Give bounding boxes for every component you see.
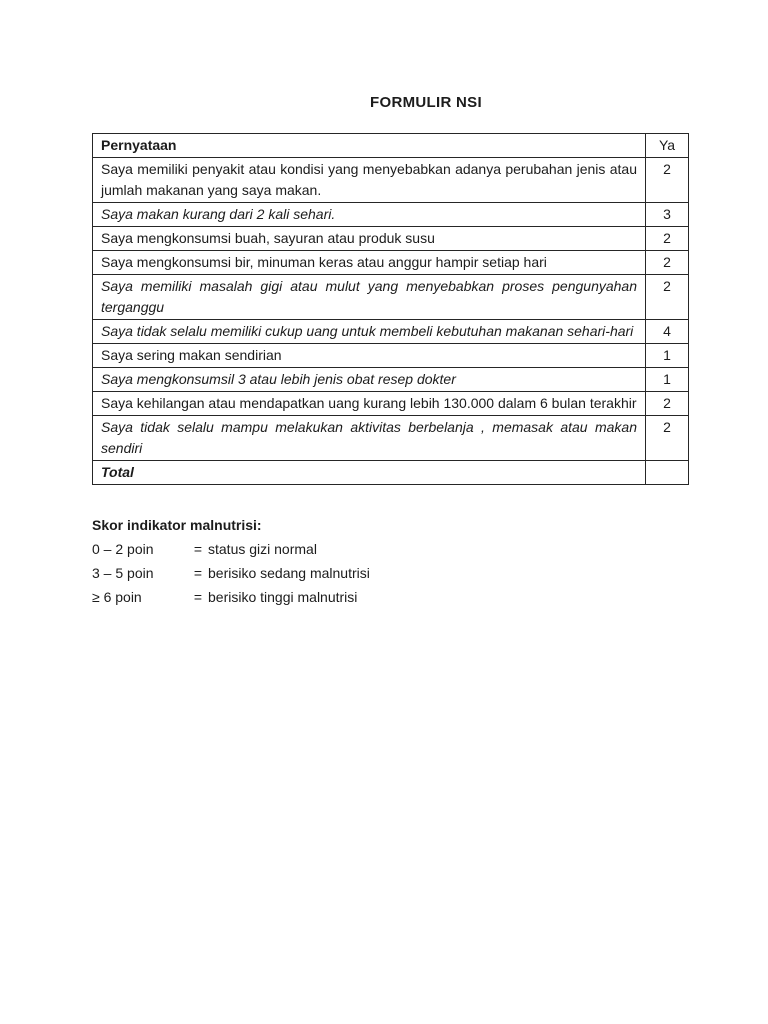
score-key-item — [92, 585, 768, 609]
score-key-heading: Skor indikator malnutrisi: — [92, 517, 262, 533]
score-cell: 2 — [646, 416, 689, 461]
score-key-section — [92, 513, 768, 609]
statement-cell: Saya memiliki penyakit atau kondisi yang menyebabkan adanya perubahan jenis atau jumlah makanan yang saya makan. — [93, 158, 646, 203]
score-cell: 2 — [646, 158, 689, 203]
score-meaning: status gizi normal — [208, 541, 317, 557]
equals-sign: = — [193, 589, 203, 605]
table-header-row — [93, 134, 689, 158]
score-range: 0 – 2 poin — [92, 541, 154, 557]
table-row — [93, 275, 689, 320]
statement-cell: Saya mengkonsumsi bir, minuman keras atau anggur hampir setiap hari — [93, 251, 646, 275]
equals-sign: = — [193, 565, 203, 581]
score-range: 3 – 5 poin — [92, 565, 154, 581]
statement-cell: Saya makan kurang dari 2 kali sehari. — [93, 203, 646, 227]
table-row — [93, 227, 689, 251]
nsi-form-table — [92, 133, 689, 485]
score-meaning: berisiko tinggi malnutrisi — [208, 589, 358, 605]
score-range: ≥ 6 poin — [92, 589, 142, 605]
table-row — [93, 251, 689, 275]
score-key-item — [92, 561, 768, 585]
column-header-statement: Pernyataan — [93, 134, 646, 158]
score-cell: 1 — [646, 344, 689, 368]
score-cell: 3 — [646, 203, 689, 227]
statement-cell: Saya sering makan sendirian — [93, 344, 646, 368]
table-total-row — [93, 461, 689, 485]
statement-cell: Saya tidak selalu memiliki cukup uang untuk membeli kebutuhan makanan sehari-hari — [93, 320, 646, 344]
score-cell: 2 — [646, 251, 689, 275]
score-meaning: berisiko sedang malnutrisi — [208, 565, 370, 581]
table-row — [93, 392, 689, 416]
table-row — [93, 368, 689, 392]
score-key-item — [92, 537, 768, 561]
table-row — [93, 203, 689, 227]
statement-cell: Saya memiliki masalah gigi atau mulut yang menyebabkan proses pengunyahan terganggu — [93, 275, 646, 320]
equals-sign: = — [193, 541, 203, 557]
page-title: FORMULIR NSI — [370, 94, 482, 111]
table-row — [93, 416, 689, 461]
statement-cell: Saya mengkonsumsil 3 atau lebih jenis obat resep dokter — [93, 368, 646, 392]
score-cell: 2 — [646, 392, 689, 416]
total-score-cell — [646, 461, 689, 485]
score-cell: 4 — [646, 320, 689, 344]
table-row — [93, 320, 689, 344]
score-cell: 2 — [646, 275, 689, 320]
score-cell: 1 — [646, 368, 689, 392]
score-cell: 2 — [646, 227, 689, 251]
total-label-cell: Total — [93, 461, 646, 485]
statement-cell: Saya mengkonsumsi buah, sayuran atau produk susu — [93, 227, 646, 251]
table-row — [93, 344, 689, 368]
column-header-ya: Ya — [646, 134, 689, 158]
table-row — [93, 158, 689, 203]
statement-cell: Saya tidak selalu mampu melakukan aktivitas berbelanja , memasak atau makan sendiri — [93, 416, 646, 461]
statement-cell: Saya kehilangan atau mendapatkan uang kurang lebih 130.000 dalam 6 bulan terakhir — [93, 392, 646, 416]
